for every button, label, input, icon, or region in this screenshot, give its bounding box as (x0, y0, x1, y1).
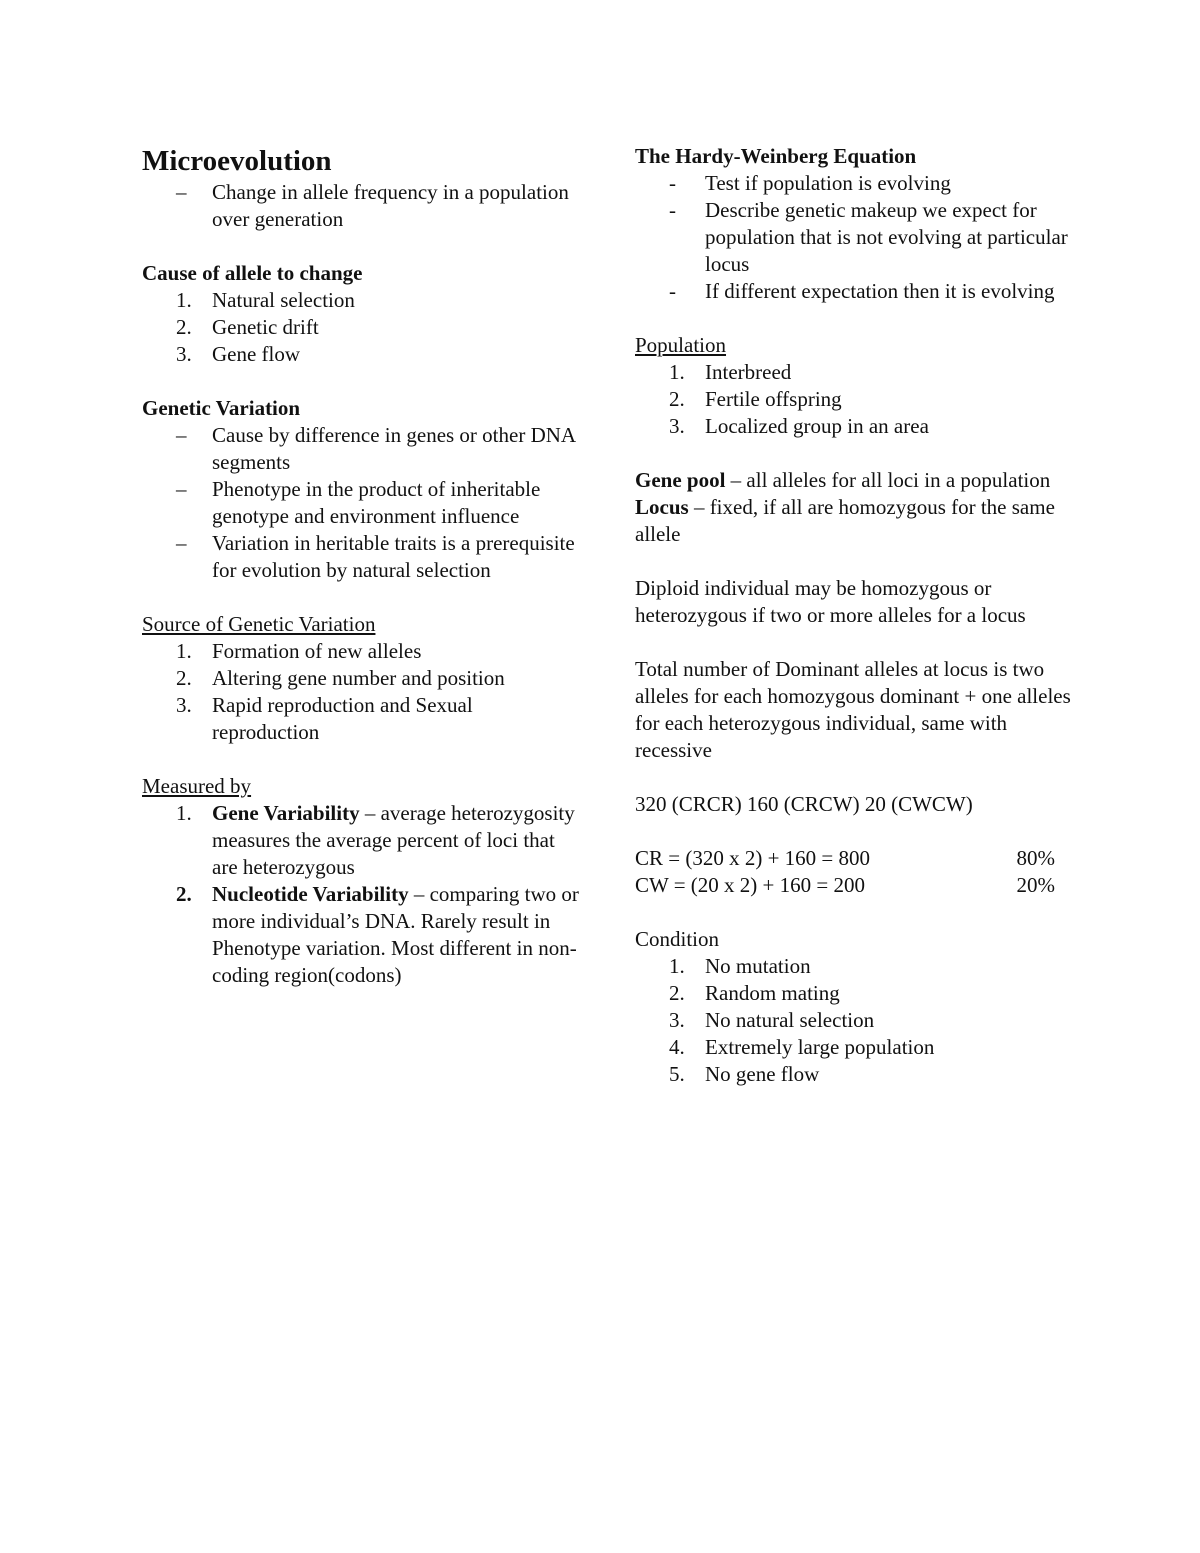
term: Locus (635, 495, 689, 519)
item-text: No natural selection (705, 1008, 875, 1032)
definition: – all alleles for all loci in a population (725, 468, 1051, 492)
item-text: Localized group in an area (705, 414, 929, 438)
genetic-variation-list (142, 422, 582, 584)
number-marker: 5. (669, 1062, 685, 1086)
bullet-text: Phenotype in the product of inheritable genotype and environment influence (212, 477, 541, 528)
list-item (142, 881, 582, 989)
bullet-text: Cause by difference in genes or other DNA segments (212, 423, 575, 474)
calc-percent: 80% (1016, 846, 1055, 870)
number-marker: 3. (176, 693, 192, 717)
number-marker: 2. (176, 666, 192, 690)
number-marker: 1. (176, 801, 192, 825)
page-title: Microevolution (142, 145, 332, 177)
number-marker: 1. (176, 288, 192, 312)
list-item (635, 980, 1085, 1007)
section-heading-cause: Cause of allele to change (142, 261, 363, 285)
dash-marker: - (669, 171, 676, 195)
number-marker: 2. (176, 882, 192, 906)
measured-list (142, 800, 582, 989)
dash-marker: – (176, 477, 187, 501)
number-marker: 2. (669, 981, 685, 1005)
list-item (142, 476, 582, 530)
list-item (635, 359, 1085, 386)
condition-list (635, 953, 1085, 1088)
definition: – comparing two or more individual’s DNA. Rarely result in Phenotype variation. Most different in non-coding region(codons) (212, 882, 579, 987)
dash-marker: – (176, 423, 187, 447)
calc-row-cw (635, 872, 1085, 899)
item-text: Extremely large population (705, 1035, 935, 1059)
list-item (635, 386, 1085, 413)
list-item (142, 422, 582, 476)
number-marker: 3. (176, 342, 192, 366)
bullet-text: Change in allele frequency in a population over generation (212, 180, 569, 231)
list-item (635, 1061, 1085, 1088)
list-item (142, 287, 582, 314)
total-alleles-paragraph: Total number of Dominant alleles at locus is two alleles for each homozygous dominant + one alleles for each heterozygous individual, same with recessive (635, 657, 1071, 762)
number-marker: 2. (176, 315, 192, 339)
item-text: Interbreed (705, 360, 792, 384)
section-heading-genetic-variation: Genetic Variation (142, 396, 301, 420)
item-text: No gene flow (705, 1062, 820, 1086)
list-item (142, 692, 582, 746)
title-bullet-list (142, 179, 582, 233)
list-item (142, 179, 582, 233)
item-text: Natural selection (212, 288, 355, 312)
list-item (142, 665, 582, 692)
list-item (635, 170, 1085, 197)
dash-marker: – (176, 180, 187, 204)
locus-definition (635, 494, 1085, 548)
list-item (635, 278, 1085, 305)
population-list (635, 359, 1085, 440)
gene-pool-definition (635, 467, 1085, 494)
definition: – average heterozygosity measures the average percent of loci that are heterozygous (212, 801, 575, 879)
bullet-text: Test if population is evolving (705, 171, 951, 195)
genotype-counts: 320 (CRCR) 160 (CRCW) 20 (CWCW) (635, 792, 973, 816)
calc-percent: 20% (1016, 873, 1055, 897)
item-text: Genetic drift (212, 315, 319, 339)
item-text: Formation of new alleles (212, 639, 422, 663)
list-item (142, 638, 582, 665)
source-list (142, 638, 582, 746)
left-column (142, 144, 582, 989)
section-heading-source: Source of Genetic Variation (142, 612, 376, 636)
term: Nucleotide Variability (212, 882, 409, 906)
number-marker: 3. (669, 1008, 685, 1032)
diploid-paragraph: Diploid individual may be homozygous or heterozygous if two or more alleles for a locus (635, 576, 1026, 627)
item-text: Fertile offspring (705, 387, 842, 411)
section-heading-condition: Condition (635, 927, 720, 951)
item-text: Altering gene number and position (212, 666, 505, 690)
dash-marker: – (176, 531, 187, 555)
number-marker: 1. (669, 360, 685, 384)
item-text: Rapid reproduction and Sexual reproduction (212, 693, 473, 744)
list-item (635, 1007, 1085, 1034)
list-item (635, 413, 1085, 440)
item-text: Random mating (705, 981, 840, 1005)
term: Gene pool (635, 468, 726, 492)
list-item (142, 314, 582, 341)
list-item (142, 341, 582, 368)
bullet-text: Describe genetic makeup we expect for population that is not evolving at particular locus (705, 198, 1068, 276)
bullet-text: Variation in heritable traits is a prerequisite for evolution by natural selection (212, 531, 575, 582)
bullet-text: If different expectation then it is evolving (705, 279, 1055, 303)
number-marker: 2. (669, 387, 685, 411)
list-item (635, 953, 1085, 980)
section-heading-population: Population (635, 333, 727, 357)
definition: – fixed, if all are homozygous for the same allele (635, 495, 1055, 546)
section-heading-measured: Measured by (142, 774, 252, 798)
item-text: No mutation (705, 954, 811, 978)
list-item (635, 1034, 1085, 1061)
dash-marker: - (669, 198, 676, 222)
calc-equation: CW = (20 x 2) + 160 = 200 (635, 873, 865, 897)
cause-list (142, 287, 582, 368)
term: Gene Variability (212, 801, 360, 825)
calc-row-cr (635, 845, 1085, 872)
number-marker: 1. (176, 639, 192, 663)
number-marker: 3. (669, 414, 685, 438)
section-heading-hardy-weinberg: The Hardy-Weinberg Equation (635, 144, 917, 168)
list-item (142, 530, 582, 584)
calc-equation: CR = (320 x 2) + 160 = 800 (635, 846, 871, 870)
number-marker: 4. (669, 1035, 685, 1059)
item-text: Gene flow (212, 342, 301, 366)
hardy-weinberg-list (635, 170, 1085, 305)
dash-marker: - (669, 279, 676, 303)
number-marker: 1. (669, 954, 685, 978)
list-item (635, 197, 1085, 278)
list-item (142, 800, 582, 881)
right-column (635, 143, 1085, 1088)
